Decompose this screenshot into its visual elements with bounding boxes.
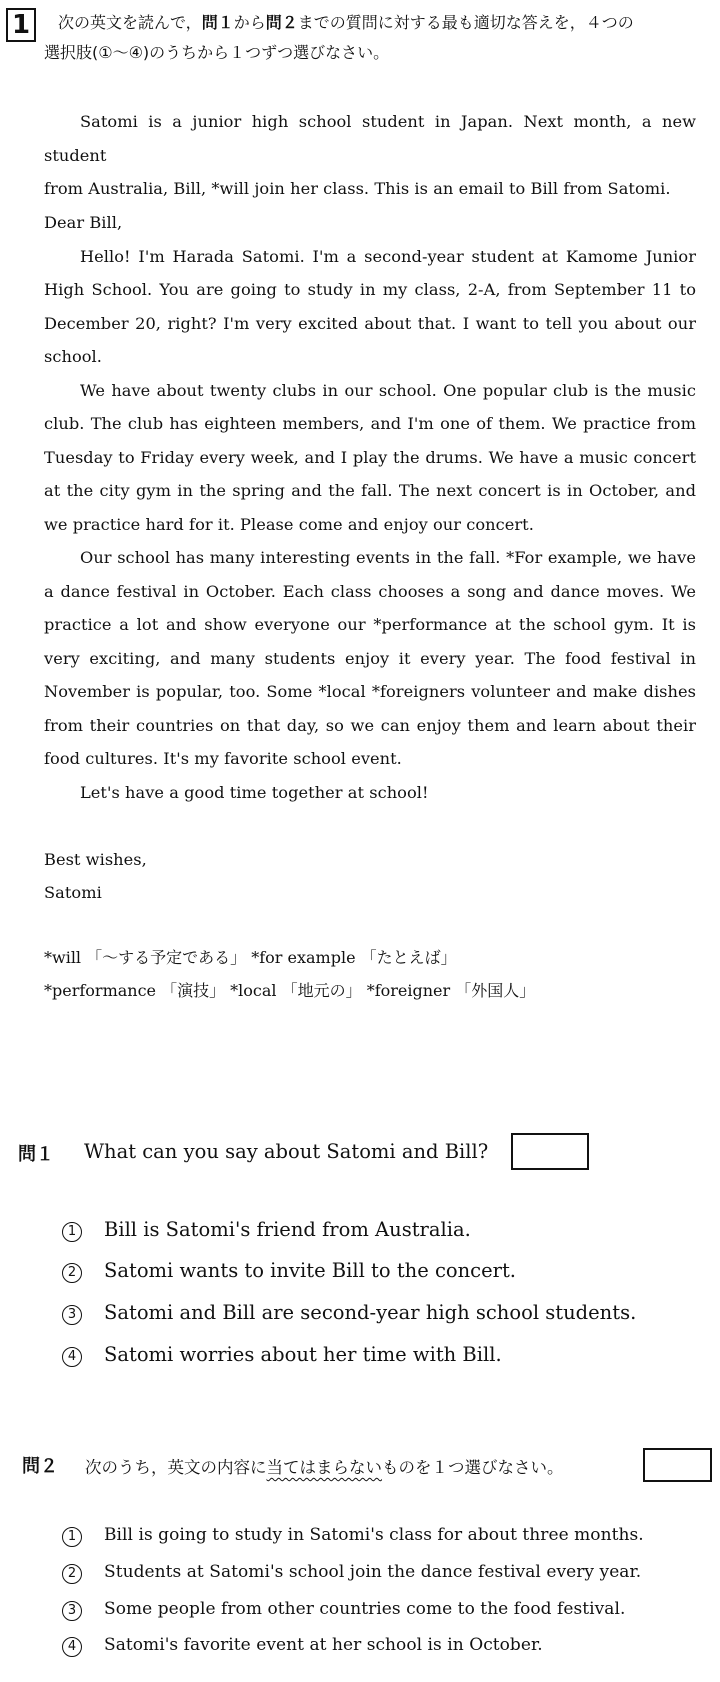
option-text: Students at Satomi's school join the dance festival every year.	[104, 1562, 642, 1582]
question-number-box: 1	[6, 8, 36, 42]
email-line: High School. You are going to study in my class, 2-A, from September 11 to	[44, 280, 696, 299]
option-number-circle: 4	[62, 1637, 82, 1657]
option-text: Bill is Satomi's friend from Australia.	[104, 1218, 471, 1241]
email-greeting: Dear Bill,	[44, 213, 123, 232]
question-2-options	[0, 1526, 720, 1676]
email-line: at the city gym in the spring and the fall. The next concert is in October, and	[44, 481, 696, 500]
instructions-q1-ref: 問１	[201, 13, 234, 32]
question-2-text-part: 次のうち，英文の内容に	[85, 1458, 267, 1477]
email-line: Tuesday to Friday every week, and I play the drums. We have a music concert	[44, 447, 696, 467]
email-paragraph-4	[44, 776, 696, 810]
question-2-answer-box[interactable]	[643, 1448, 712, 1482]
email-line: We have about twenty clubs in our school. One popular club is the music	[80, 380, 696, 400]
email-line: a dance festival in October. Each class chooses a song and dance moves. We	[44, 581, 696, 601]
email-line: very exciting, and many students enjoy it every year. The food festival in	[44, 648, 696, 668]
footnote-line-1: *will 「～する予定である」 *for example 「たとえば」	[44, 948, 457, 967]
option-text: Bill is going to study in Satomi's class for about three months.	[104, 1525, 644, 1545]
question-2-text	[85, 1454, 564, 1478]
question-1-text: What can you say about Satomi and Bill?	[84, 1140, 489, 1163]
option-text: Satomi and Bill are second-year high school students.	[104, 1301, 637, 1324]
option-text: Satomi worries about her time with Bill.	[104, 1343, 502, 1366]
footnote-line-2: *performance 「演技」 *local 「地元の」 *foreigner 「外国人」	[44, 981, 536, 1000]
email-paragraph-1	[44, 240, 696, 374]
instructions-text: から	[233, 13, 266, 32]
question-1-options	[0, 1218, 720, 1388]
email-line: Let's have a good time together at school!	[80, 782, 429, 802]
email-line: Our school has many interesting events in the fall. *For example, we have	[80, 548, 696, 567]
question-2-emphasis: 当てはまらない	[266, 1458, 382, 1477]
email-line: November is popular, too. Some *local *foreigners volunteer and make dishes	[44, 682, 696, 701]
email-closing: Best wishes,	[44, 849, 147, 869]
question-1-answer-box[interactable]	[511, 1133, 589, 1170]
email-line: practice a lot and show everyone our *performance at the school gym. It is	[44, 615, 696, 634]
option-number-circle: 3	[62, 1601, 82, 1621]
question-2-label: 問２	[22, 1456, 58, 1477]
option-text: Some people from other countries come to the food festival.	[104, 1599, 626, 1619]
email-line: December 20, right? I'm very excited about that. I want to tell you about our	[44, 313, 696, 333]
email-line: from their countries on that day, so we can enjoy them and learn about their	[44, 715, 696, 735]
email-paragraph-3	[44, 541, 696, 776]
intro-line: Satomi is a junior high school student in Japan. Next month, a new student	[44, 112, 696, 165]
instructions-text: までの質問に対する最も適切な答えを，４つの	[297, 13, 634, 32]
email-line: food cultures. It's my favorite school event.	[44, 749, 402, 768]
email-line: school.	[44, 347, 102, 366]
question-2-text-part: ものを１つ選びなさい。	[382, 1458, 564, 1477]
option-number-circle: 2	[62, 1263, 82, 1283]
option-number-circle: 4	[62, 1347, 82, 1367]
option-number-circle: 2	[62, 1564, 82, 1584]
option-number-circle: 3	[62, 1305, 82, 1325]
instructions-line-1	[58, 13, 634, 33]
instructions-text: 次の英文を読んで，	[58, 13, 202, 32]
intro-line: from Australia, Bill, *will join her class. This is an email to Bill from Satomi.	[44, 179, 671, 198]
instructions-q2-ref: 問２	[265, 13, 298, 32]
email-signature: Satomi	[44, 883, 102, 902]
email-line: club. The club has eighteen members, and I'm one of them. We practice from	[44, 414, 696, 433]
option-number-circle: 1	[62, 1222, 82, 1242]
option-text: Satomi's favorite event at her school is in October.	[104, 1635, 543, 1655]
intro-paragraph	[44, 105, 696, 206]
instructions-line-2: 選択肢(①～④)のうちから１つずつ選びなさい。	[44, 43, 390, 62]
question-1-label: 問１	[18, 1144, 54, 1165]
email-body	[44, 206, 696, 910]
option-text: Satomi wants to invite Bill to the concert.	[104, 1259, 516, 1282]
email-paragraph-2	[44, 374, 696, 542]
email-line: we practice hard for it. Please come and enjoy our concert.	[44, 514, 534, 534]
option-number-circle: 1	[62, 1527, 82, 1547]
email-line: Hello! I'm Harada Satomi. I'm a second-year student at Kamome Junior	[80, 246, 696, 266]
